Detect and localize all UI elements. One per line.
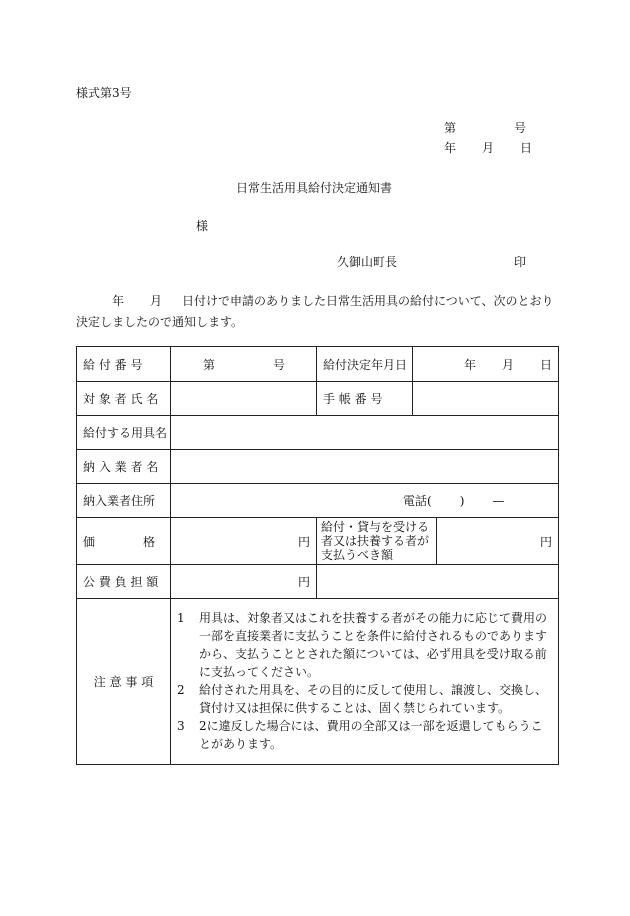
- supplier-name-field[interactable]: [171, 450, 559, 484]
- row-recipient: [77, 382, 559, 416]
- recipient-name-label: 対 象 者 氏 名: [77, 382, 171, 416]
- notebook-number-field[interactable]: [413, 382, 559, 416]
- decision-day: 日: [540, 357, 553, 372]
- addressee-suffix: 様: [196, 219, 209, 233]
- supplier-name-label: 納 入 業 者 名: [77, 450, 171, 484]
- burden-label: 給付・貸与を受ける者又は扶養する者が支払うべき額: [317, 518, 437, 565]
- date-month: 月: [482, 141, 495, 155]
- grant-number-value: [171, 347, 317, 382]
- document-date: [444, 142, 532, 154]
- intro-month: 月: [150, 294, 163, 308]
- decision-year: 年: [463, 357, 476, 372]
- row-grant-number: [77, 347, 559, 382]
- note-number: 2: [177, 682, 185, 697]
- date-day: 日: [520, 141, 533, 155]
- notebook-number-label: 手 帳 番 号: [317, 382, 413, 416]
- intro-text: 日付けで申請のありました日常生活用具の給付について、次のとおり決定しましたので通知します。: [76, 294, 554, 329]
- notes-list: [171, 599, 559, 765]
- row-equipment: [77, 416, 559, 450]
- issuer-name: 久御山町長: [337, 255, 398, 269]
- row-price: [77, 518, 559, 565]
- note-text: 用具は、対象者又はこれを扶養する者がその能力に応じて費用の一部を直接業者に支払うことを条件に給付されるものでありますから、支払うこととされた額については、必ず用具を受け取る前に支払ってください。: [199, 610, 548, 679]
- note-number: 3: [177, 718, 185, 733]
- note-item: [177, 717, 552, 753]
- decision-date-label: 給付決定年月日: [317, 347, 413, 382]
- document-title: 日常生活用具給付決定通知書: [236, 181, 393, 195]
- form-id: 様式第3号: [76, 86, 132, 100]
- note-item: [177, 681, 552, 717]
- decision-month: 月: [501, 357, 514, 372]
- grant-number-prefix: 第: [203, 357, 216, 372]
- public-burden-blank: [317, 565, 559, 599]
- supplier-address-label: 納入業者住所: [77, 484, 171, 518]
- price-yen: 円: [297, 534, 310, 549]
- notes-label: 注 意 事 項: [77, 599, 171, 765]
- number-suffix: 号: [514, 121, 527, 135]
- public-burden-yen: 円: [297, 575, 310, 589]
- price-value: [171, 518, 317, 565]
- note-number: 1: [177, 610, 185, 625]
- equipment-field[interactable]: [171, 416, 559, 450]
- row-supplier-address: [77, 484, 559, 518]
- burden-value: [437, 518, 559, 565]
- equipment-label: 給付する用具名: [77, 416, 171, 450]
- recipient-name-field[interactable]: [171, 382, 317, 416]
- decision-date-value: [413, 347, 559, 382]
- public-burden-label: 公 費 負 担 額: [77, 565, 171, 599]
- number-prefix: 第: [444, 121, 457, 135]
- intro-paragraph: [76, 291, 558, 333]
- grant-form-table: [76, 346, 559, 765]
- supplier-address-field[interactable]: [171, 484, 559, 518]
- seal-mark: 印: [514, 255, 527, 269]
- grant-number-label: 給 付 番 号: [77, 347, 171, 382]
- burden-yen: 円: [540, 534, 553, 549]
- row-public-burden: [77, 565, 559, 599]
- document-number: [444, 122, 526, 134]
- row-supplier-name: [77, 450, 559, 484]
- row-notes: [77, 599, 559, 765]
- public-burden-value: [171, 565, 317, 599]
- note-text: 給付された用具を、その目的に反して使用し、譲渡し、交換し、貸付け又は担保に供することは、固く禁じられています。: [199, 682, 548, 715]
- phone-dash: —: [492, 494, 505, 508]
- phone-close: ): [459, 494, 465, 508]
- intro-year: 年: [112, 294, 125, 308]
- date-year: 年: [444, 141, 457, 155]
- price-label: 価 格: [77, 518, 171, 565]
- grant-number-suffix: 号: [273, 357, 286, 372]
- note-item: [177, 609, 552, 681]
- phone-label: 電話(: [403, 494, 432, 508]
- note-text: 2に違反した場合には、費用の全部又は一部を返還してもらうことがあります。: [199, 718, 543, 751]
